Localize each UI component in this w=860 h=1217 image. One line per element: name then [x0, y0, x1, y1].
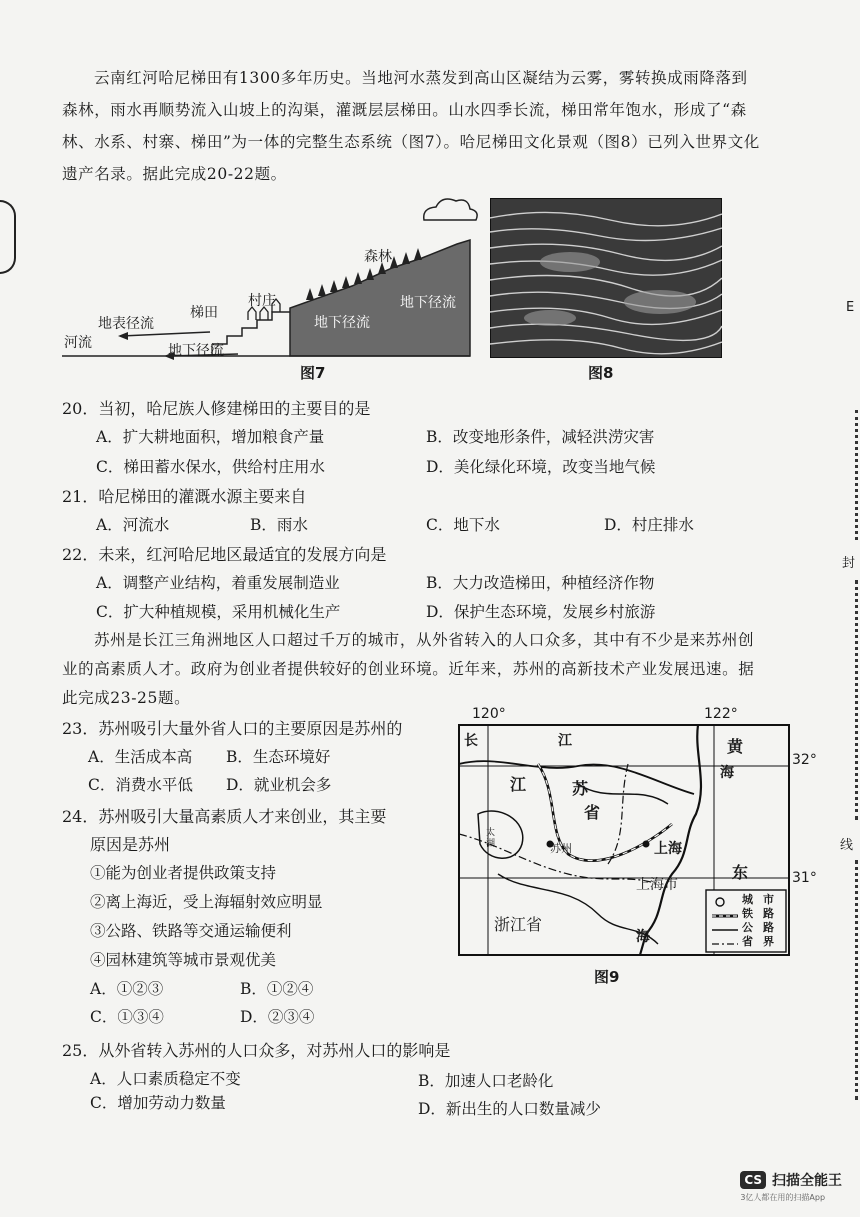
map-label-suzhou: 苏州: [550, 842, 572, 855]
surface-runoff-label: 地表径流: [98, 316, 154, 332]
figure-7-diagram: [62, 196, 482, 364]
q20-option-b: B．改变地形条件，减轻洪涝灾害: [426, 428, 655, 446]
q21-option-a: A．河流水: [96, 516, 170, 534]
q24-option-a: A．①②③: [90, 980, 164, 998]
q24-item-4: ④园林建筑等城市景观优美: [90, 951, 277, 969]
groundwater-low-label: 地下径流: [168, 343, 224, 359]
terrace-label: 梯田: [190, 305, 218, 321]
q23-option-d: D．就业机会多: [226, 776, 332, 794]
scanner-watermark: [740, 1170, 842, 1203]
question-25-stem: 25．从外省转入苏州的人口众多，对苏州人口的影响是: [62, 1041, 451, 1060]
figure-9-caption: 图9: [594, 968, 620, 986]
question-23-stem: 23．苏州吸引大量外省人口的主要原因是苏州的: [62, 719, 403, 738]
village-label: 村庄: [248, 293, 276, 309]
question-20-stem: 20．当初，哈尼族人修建梯田的主要目的是: [62, 399, 371, 418]
map-label-zhejiang: 浙江省: [494, 915, 543, 934]
map-label-jiang2: 江: [510, 775, 527, 794]
cs-logo-icon: CS: [740, 1171, 766, 1189]
map-label-sheng: 省: [584, 803, 601, 822]
q20-option-a: A．扩大耕地面积，增加粮食产量: [96, 428, 325, 446]
map-label-chang: 长: [464, 733, 478, 749]
q25-option-c: C．增加劳动力数量: [90, 1094, 226, 1112]
groundwater-mid-label: 地下径流: [314, 315, 370, 331]
q21-option-c: C．地下水: [426, 516, 500, 534]
map-label-shanghai: 上海: [654, 841, 682, 857]
q25-option-b: B．加速人口老龄化: [418, 1072, 554, 1090]
q22-option-d: D．保护生态环境，发展乡村旅游: [426, 603, 656, 621]
q23-option-b: B．生态环境好: [226, 748, 331, 766]
lat-31-label: 31°: [792, 870, 817, 886]
q25-option-a: A．人口素质稳定不变: [90, 1070, 241, 1088]
lon-120-label: 120°: [472, 706, 506, 722]
watermark-tagline: 3亿人都在用的扫描App: [740, 1193, 826, 1202]
passage-2: 苏州是长江三角洲地区人口超过千万的城市，从外省转入的人口众多，其中有不少是来苏州创业的高素质人才。政府为创业者提供较好的创业环境。近年来，苏州的高新技术产业发展迅速。据此完成23-25题。: [62, 631, 755, 707]
figure-8-caption: 图8: [588, 364, 614, 382]
q24-option-b: B．①②④: [240, 980, 314, 998]
map-label-huang: 黄: [727, 737, 744, 756]
legend-city-label: 城市: [742, 893, 784, 906]
q21-option-d: D．村庄排水: [604, 516, 694, 534]
q21-option-b: B．雨水: [250, 516, 308, 534]
figure-8-photo: [490, 198, 722, 358]
q20-option-c: C．梯田蓄水保水，供给村庄用水: [96, 458, 325, 476]
map-label-hai2: 海: [636, 929, 650, 945]
q24-item-3: ③公路、铁路等交通运输便利: [90, 922, 292, 940]
map-label-su: 苏: [572, 779, 589, 798]
figure-7-caption: 图7: [300, 364, 326, 382]
question-22-stem: 22．未来，红河哈尼地区最适宜的发展方向是: [62, 545, 387, 564]
q25-option-d: D．新出生的人口数量减少: [418, 1100, 601, 1118]
scan-artifact: [0, 200, 16, 274]
river-label: 河流: [64, 335, 92, 351]
legend-boundary-label: 省界: [742, 935, 784, 948]
q23-option-a: A．生活成本高: [88, 748, 193, 766]
question-21-stem: 21．哈尼梯田的灌溉水源主要来自: [62, 487, 307, 506]
q23-option-c: C．消费水平低: [88, 776, 193, 794]
question-24-stem-line2: 原因是苏州: [90, 835, 171, 854]
legend-railway-label: 铁路: [742, 907, 784, 920]
q24-option-c: C．①③④: [90, 1008, 164, 1026]
question-24-stem-line1: 24．苏州吸引大量高素质人才来创业，其主要: [62, 807, 387, 826]
q24-option-d: D．②③④: [240, 1008, 315, 1026]
legend-road-label: 公路: [742, 921, 784, 934]
margin-mark-xian: 线: [840, 838, 854, 853]
forest-label: 森林: [364, 249, 392, 265]
groundwater-high-label: 地下径流: [400, 295, 456, 311]
q20-option-d: D．美化绿化环境，改变当地气候: [426, 458, 656, 476]
q22-option-b: B．大力改造梯田，种植经济作物: [426, 574, 655, 592]
margin-mark-bao: 封: [842, 556, 856, 571]
map-label-dong: 东: [732, 863, 749, 882]
map-label-jiang: 江: [558, 733, 572, 749]
shanghai-city-dot: [643, 841, 650, 848]
map-label-hai1: 海: [720, 765, 734, 781]
map-label-shanghaishi: 上海市: [636, 877, 678, 893]
q24-item-1: ①能为创业者提供政策支持: [90, 864, 277, 882]
lon-122-label: 122°: [704, 706, 738, 722]
cloud-icon: [424, 199, 477, 220]
q22-option-c: C．扩大种植规模，采用机械化生产: [96, 603, 341, 621]
binding-dotted-line: [849, 410, 858, 540]
watermark-brand: 扫描全能王: [772, 1173, 842, 1189]
q22-option-a: A．调整产业结构，着重发展制造业: [96, 574, 340, 592]
map-label-taihu: 太湖: [486, 828, 496, 849]
margin-mark-e: E: [846, 300, 855, 315]
lat-32-label: 32°: [792, 752, 817, 768]
q24-item-2: ②离上海近，受上海辐射效应明显: [90, 893, 323, 911]
passage-1: 云南红河哈尼梯田有1300多年历史。当地河水蒸发到高山区凝结为云雾，雾转换成雨降落到森林，雨水再顺势流入山坡上的沟渠，灌溉层层梯田。山水四季长流，梯田常年饱水，形成了“森林、水系、村寨、梯田”为一体的完整生态系统（图7）。哈尼梯田文化景观（图8）已列入世界文化遗产名录。据此完成20-22题。: [62, 69, 760, 183]
